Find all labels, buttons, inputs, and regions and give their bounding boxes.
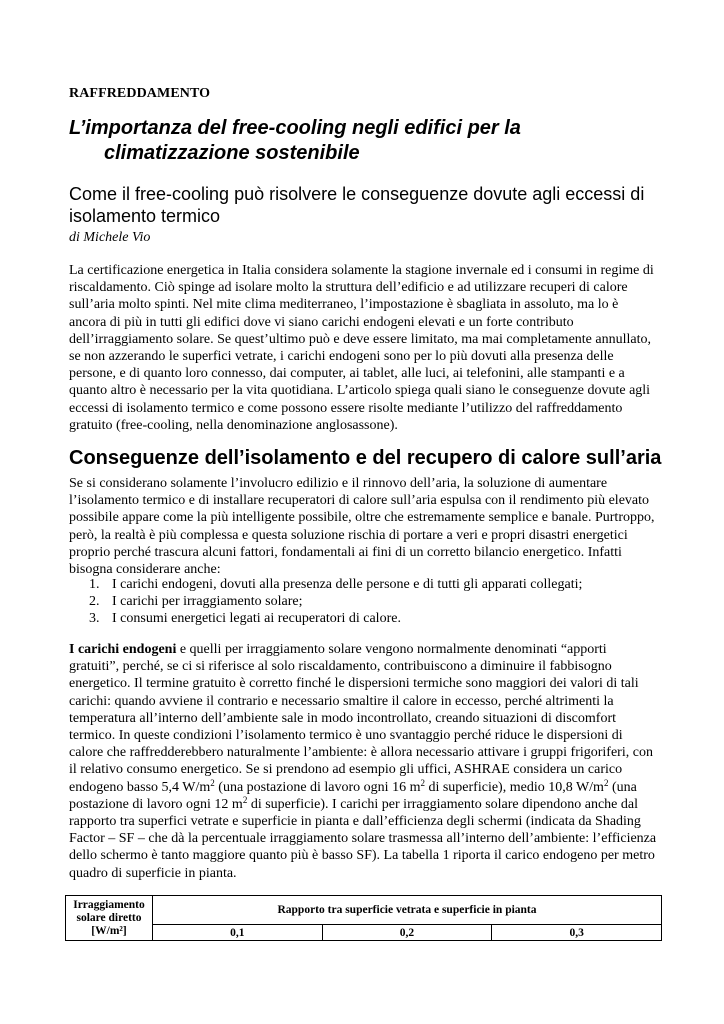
paragraph-text: di superficie). I carichi per irraggiamento solare dipendono anche dal rapporto tra superfici vetrate e superficie in pianta e dall’efficienza degli schermi (indicata da Shading Factor – SF – che dà la percentuale irraggiamento solare trasmessa all’interno dell’ambiente: l’efficienza dello schermo è tanto maggiore quanto più è basso SF). La tabella 1 riporta il carico endogeno per metro quadro di superficie in pianta. bbox=[69, 796, 657, 881]
endogenous-loads-paragraph bbox=[69, 641, 657, 882]
list-item bbox=[69, 610, 657, 627]
table-left-header bbox=[66, 896, 153, 941]
list-text: I carichi endogeni, dovuti alla presenza delle persone e di tutti gli apparati collegati; bbox=[112, 577, 583, 592]
superscript: 2 bbox=[420, 777, 425, 788]
article-subtitle: Come il free-cooling può risolvere le conseguenze dovute agli eccessi di isolamento termico bbox=[69, 184, 645, 226]
superscript: 2 bbox=[242, 794, 248, 805]
table-1 bbox=[65, 895, 662, 941]
table-column-header: 0,3 bbox=[492, 925, 662, 941]
list-number: 1. bbox=[89, 577, 100, 592]
left-header-line: solare diretto bbox=[76, 911, 142, 924]
paragraph-text: di superficie), medio 10,8 W/m bbox=[424, 779, 604, 795]
article-title bbox=[69, 116, 669, 166]
left-header-line: [W/m²] bbox=[91, 924, 127, 937]
section-heading: Conseguenze dell’isolamento e del recupero di calore sull’aria bbox=[69, 447, 662, 469]
paragraph-text: e quelli per irraggiamento solare vengono normalmente denominati “apporti gratuiti”, perché, se ci si riferisce al solo riscaldamento, contribuiscono a diminuire il fabbisogno energetico. Il termine gratuito è corretto finché le dispersioni termiche sono maggiori dei valori di tali carichi: quando avviene il contrario e necessario smaltire il calore in eccesso, perché altrimenti la temperatura all’interno dell’ambiente sale in modo incontrollato, creando situazioni di discomfort termico. In queste condizioni l’isolamento termico è uno svantaggio perché riduce le dispersioni di calore che raffredderebbero naturalmente l’ambiente: è allora necessario attivare i gruppi frigoriferi, con il relativo consumo energetico. Se si prendono ad esempio gli uffici, ASHRAE considera un carico endogeno basso 5,4 W/m bbox=[69, 642, 653, 795]
list-item bbox=[69, 593, 657, 610]
paragraph-text: (una postazione di lavoro ogni 12 m bbox=[69, 779, 637, 812]
table-column-header: 0,2 bbox=[322, 925, 492, 941]
bold-lead: I carichi endogeni bbox=[69, 642, 177, 657]
intro-paragraph: La certificazione energetica in Italia considera solamente la stagione invernale ed i consumi in regime di riscaldamento. Ciò spinge ad isolare molto la struttura dell’edificio e ad utilizzare recuperi di calore sull’aria molto spinti. Nel mite clima mediterraneo, l’impostazione è sbagliata in assoluto, ma lo è ancora di più in tutti gli edifici dove vi siano carichi endogeni elevati e un forte contributo dell’irraggiamento solare. Se quest’ultimo può e deve essere limitato, ma mai completamente annullato, se non azzerando le superfici vetrate, i carichi endogeni sono per lo più dovuti alla presenza delle persone, e di quanto loro connesso, dai computer, ai tablet, alle luci, ai telefonini, alle stampanti e a quanto altro è necessario per la vita quotidiana. L’articolo spiega quali siano le conseguenze dovute agli eccessi di isolamento termico e come possono essere risolte mediante l’utilizzo del raffreddamento gratuito (free-cooling, nella denominazione anglosassone). bbox=[69, 263, 654, 433]
author-byline: di Michele Vio bbox=[69, 230, 151, 245]
table-right-header: Rapporto tra superficie vetrata e superficie in pianta bbox=[153, 896, 662, 925]
title-line-1: L’importanza del free-cooling negli edifici per la bbox=[69, 117, 521, 139]
list-number: 2. bbox=[89, 594, 100, 610]
superscript: 2 bbox=[603, 777, 609, 788]
paragraph-text: (una postazione di lavoro ogni 16 m bbox=[214, 779, 421, 795]
list-item bbox=[69, 576, 657, 593]
title-line-2: climatizzazione sostenibile bbox=[104, 142, 360, 164]
section-tag: RAFFREDDAMENTO bbox=[69, 86, 211, 101]
list-text: I carichi per irraggiamento solare; bbox=[112, 594, 303, 610]
list-number: 3. bbox=[89, 611, 100, 627]
left-header-line: Irraggiamento bbox=[73, 898, 145, 911]
list-text: I consumi energetici legati ai recuperatori di calore. bbox=[112, 611, 401, 627]
section-paragraph: Se si considerano solamente l’involucro edilizio e il rinnovo dell’aria, la soluzione di aumentare l’isolamento termico e di installare recuperatori di calore sull’aria espulsa con il rendimento più elevato possibile appare come la più intelligente possibile, oltre che estremamente semplice e banale. Purtroppo, però, la realtà è più complessa e questa soluzione rischia di portare a veri e propri disastri energetici proprio perché trascura alcuni fattori, fondamentali ai fini di un corretto bilancio energetico. Infatti bisogna considerare anche: bbox=[69, 476, 655, 578]
superscript: 2 bbox=[210, 777, 215, 788]
table-column-header: 0,1 bbox=[153, 925, 323, 941]
factors-list bbox=[69, 576, 657, 628]
